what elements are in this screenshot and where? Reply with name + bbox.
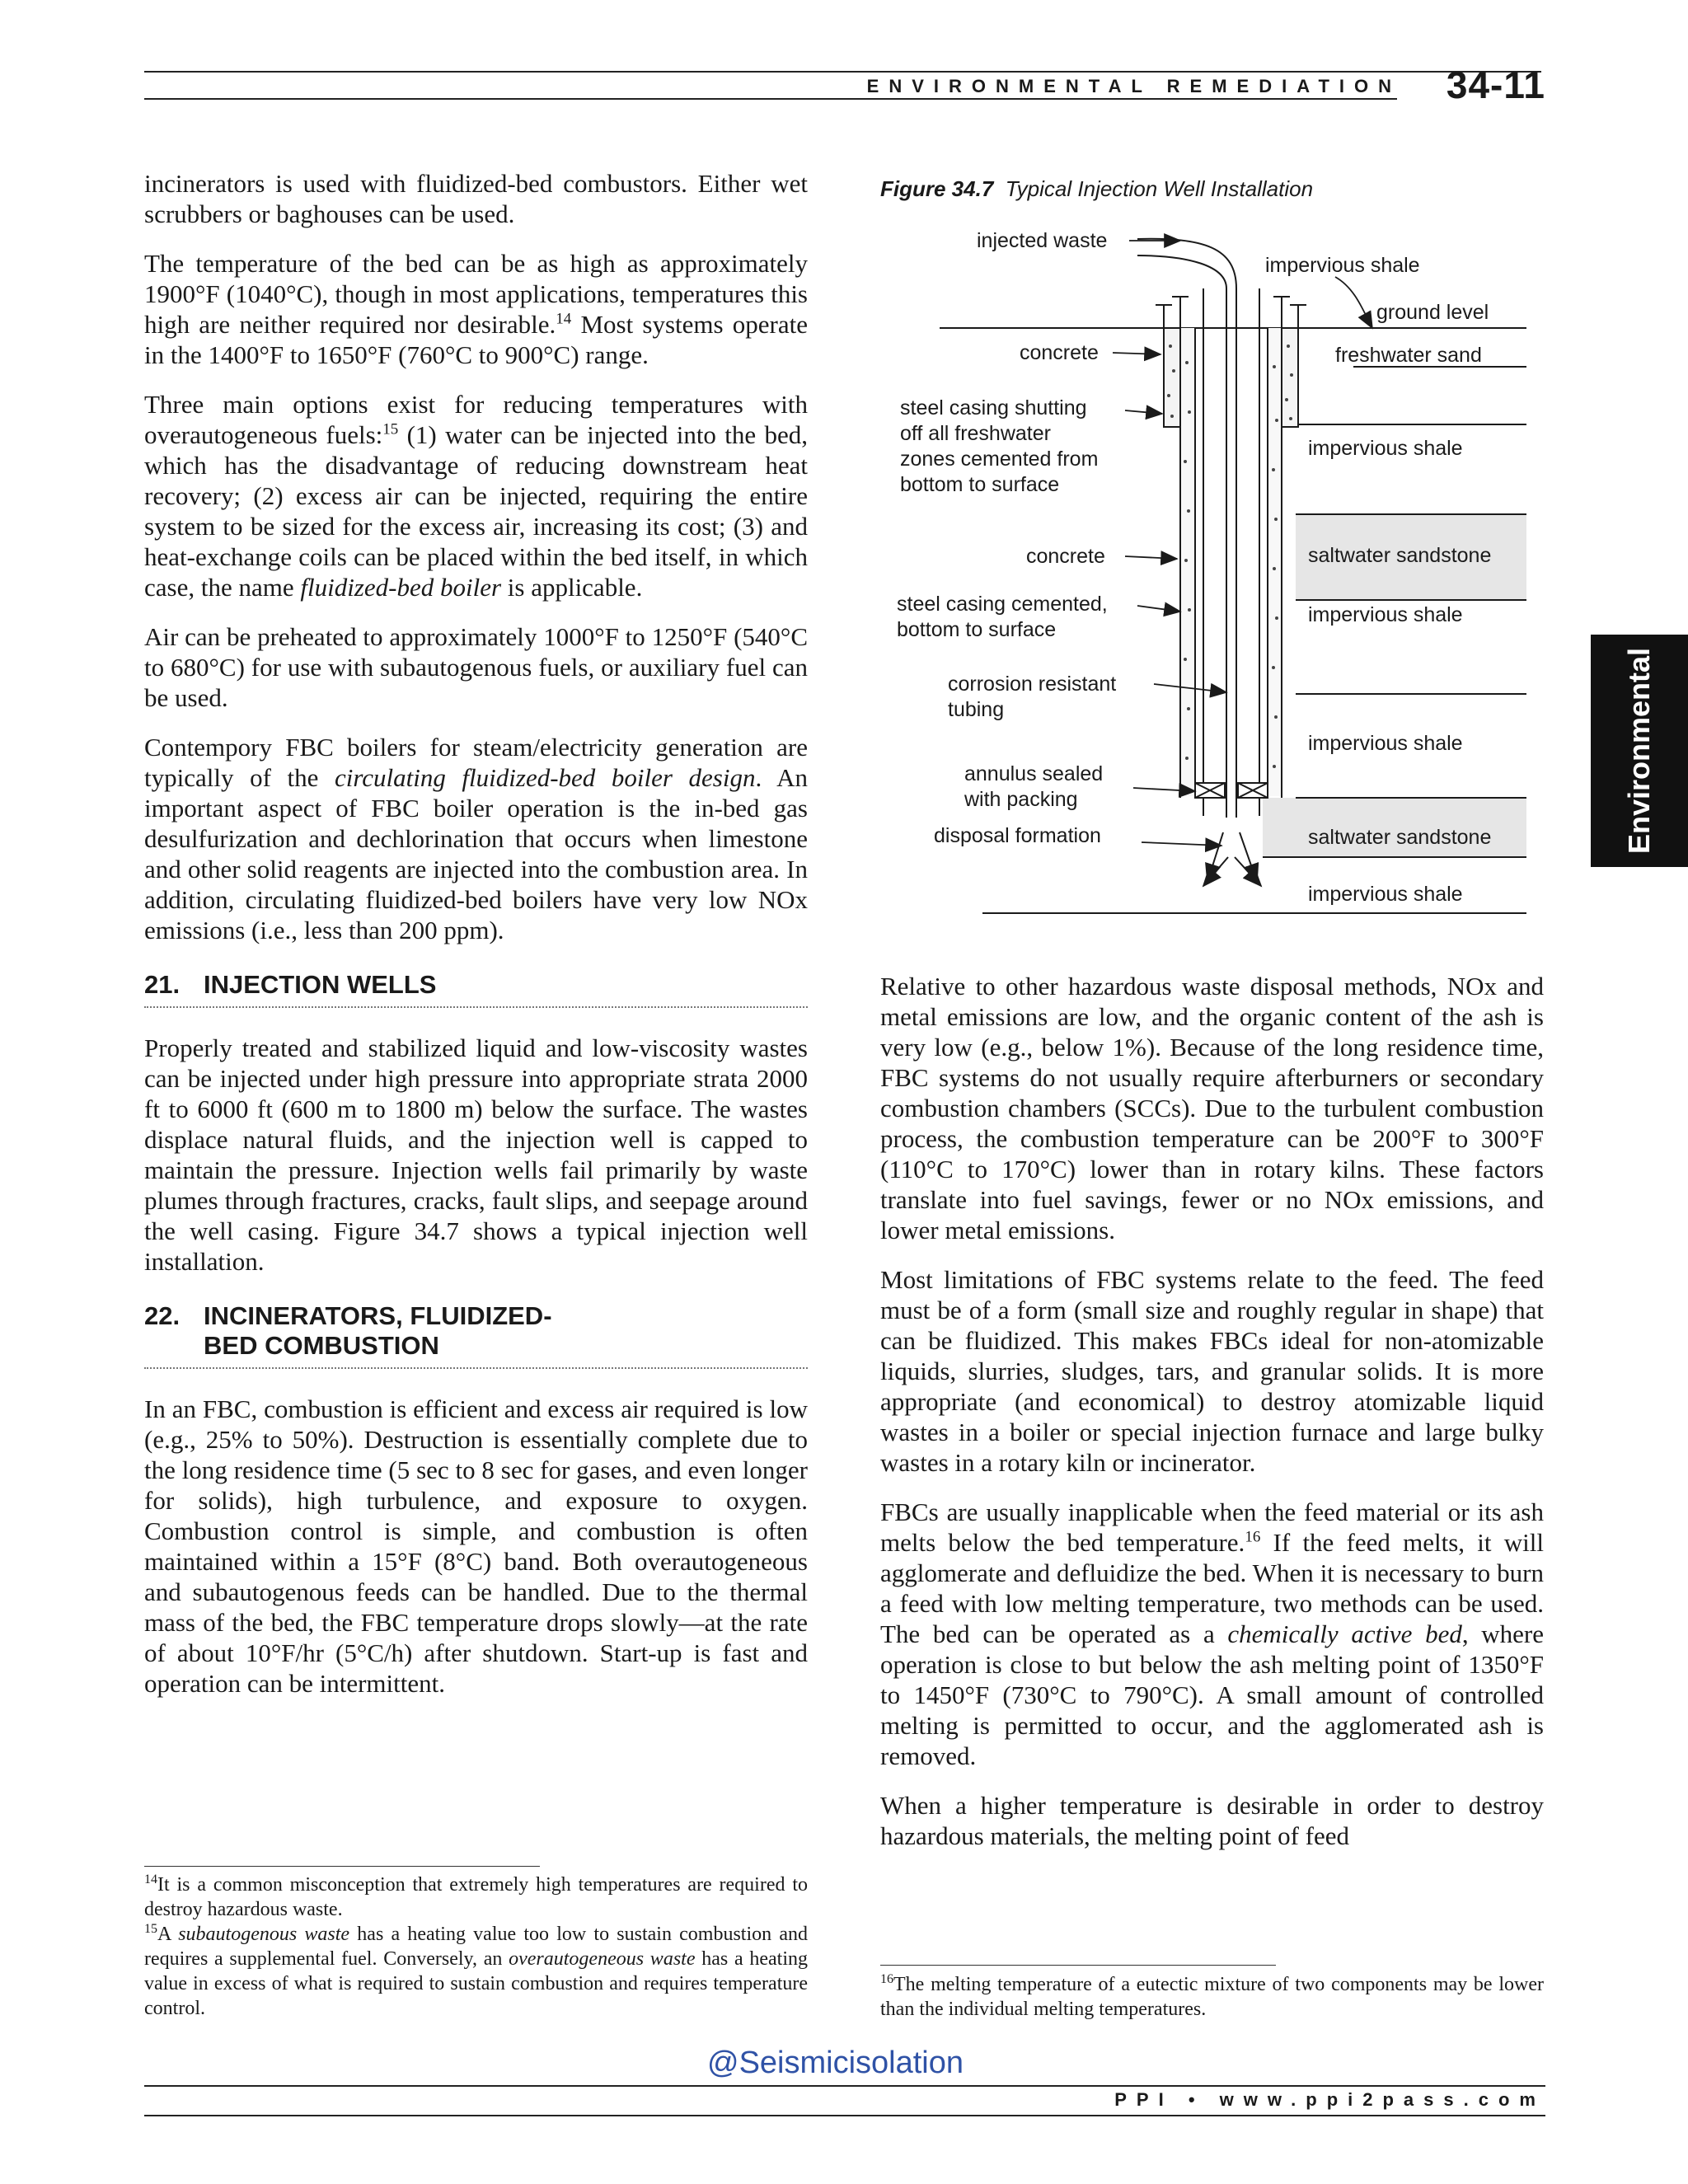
footnote-rule: [144, 1866, 540, 1867]
footnote-rule: [880, 1965, 1276, 1966]
label-saltwater-sandstone: saltwater sandstone: [1308, 826, 1492, 849]
label-saltwater-sandstone: saltwater sandstone: [1308, 544, 1492, 567]
label-impervious-shale: impervious shale: [1308, 732, 1463, 755]
paragraph: Air can be preheated to approximately 1000°F to 1250°F (540°C to 680°C) for use with subautogenous fuels, or auxiliary fuel can be used.: [144, 622, 808, 712]
label-disposal-formation: disposal formation: [934, 824, 1101, 847]
paragraph: Most limitations of FBC systems relate to the feed. The feed must be of a form (small size and roughly regular in shape) that can be fluidized. This makes FBCs ideal for non-atomizable liquids, slurries, sludges, tars, and granular solids. It is more appropriate (and economical) to destroy atomizable liquid wastes in a boiler or special injection furnace and large bulky wastes in a rotary kiln or incinerator.: [880, 1265, 1544, 1477]
footnotes-right: [880, 1972, 1544, 2022]
header-rule-top: [144, 71, 1541, 73]
paragraph: In an FBC, combustion is efficient and excess air required is low (e.g., 25% to 50%). Destruction is essentially complete due to the long residence time (5 sec to 8 sec for gases, and even longer for solids), high turbulence, and exposure to oxygen. Combustion control is simple, and combustion is often maintained within a 15°F (8°C) band. Both overautogeneous and subautogenous feeds can be handled. Due to the thermal mass of the bed, the FBC temperature drops slowly—at the rate of about 10°F/hr (5°C/h) after shutdown. Start-up is fast and operation can be intermittent.: [144, 1394, 808, 1698]
label-corrosion-resistant-tubing: tubing: [948, 698, 1005, 721]
watermark: @Seismicisolation: [707, 2046, 964, 2080]
paragraph: When a higher temperature is desirable in order to destroy hazardous materials, the melting point of feed: [880, 1791, 1544, 1850]
footer-rule-bottom: [144, 2115, 1545, 2116]
footnote-15: $^{15}$A subautogenous waste has a heating value too low to sustain combustion and requires a supplemental fuel. Conversely, an overautogeneous waste has a heating value in excess of what is required to sustain combustion and requires temperature control.: [144, 1922, 809, 2019]
paragraph: FBCs are usually inapplicable when the feed material or its ash melts below the bed temperature.$^{16}$ If the feed melts, it will agglomerate and defluidize the bed. When it is necessary to burn a feed with low melting temperature, two methods can be used. The bed can be operated as a chemically active bed, where operation is close to but below the ash melting point of 1350°F to 1450°F (730°C to 790°C). A small amount of controlled melting is permitted to occur, and the agglomerated ash is removed.: [880, 1497, 1545, 1770]
label-ground-level: ground level: [1376, 301, 1489, 324]
label-steel-casing-shutting: bottom to surface: [900, 473, 1060, 496]
label-impervious-shale: impervious shale: [1265, 254, 1420, 277]
footnote-ref[interactable]: 14: [556, 310, 572, 328]
paragraph: Three main options exist for reducing temperatures with overautogeneous fuels:$^{15}$ (1) water can be injected into the bed, which has the disadvantage of reducing downstream heat recovery; (2) excess air can be injected, requiring the entire system to be sized for the excess air, increasing its cost; (3) and heat-exchange coils can be placed within the bed itself, in which case, the name fluidized-bed boiler is applicable.: [144, 390, 808, 602]
paragraph: Contempory FBC boilers for steam/electricity generation are typically of the circulating fluidized-bed boiler design. An important aspect of FBC boiler operation is the in-bed gas desulfurization and dechlorination that occurs when limestone and other solid reagents are injected into the combustion area. In addition, circulating fluidized-bed boilers have very low NOx emissions (i.e., less than 200 ppm).: [144, 733, 808, 944]
right-column: [880, 971, 1544, 1870]
label-corrosion-resistant-tubing: corrosion resistant: [948, 673, 1117, 696]
footer-site[interactable]: PPI • www.ppi2pass.com: [1114, 2089, 1545, 2110]
paragraph: Relative to other hazardous waste disposal methods, NOx and metal emissions are low, and the organic content of the ash is very low (e.g., below 1%). Because of the long residence time, FBC systems do not usually require afterburners or secondary combustion chambers (SCCs). Due to the turbulent combustion process, the combustion temperature can be 200°F to 300°F (110°C to 170°C) lower than in rotary kilns. These factors translate into fuel savings, fewer or no NOx emissions, and lower metal emissions.: [880, 972, 1544, 1244]
label-impervious-shale: impervious shale: [1308, 883, 1463, 906]
concrete-fill: [1164, 328, 1298, 796]
footnote-ref[interactable]: 16: [1245, 1528, 1261, 1546]
section-number: 21.: [144, 970, 181, 999]
label-impervious-shale: impervious shale: [1308, 603, 1463, 626]
footer-rule-top: [144, 2085, 1545, 2087]
section-title: INJECTION WELLS: [204, 970, 437, 999]
label-concrete: concrete: [1026, 545, 1105, 568]
section-title: INCINERATORS, FLUIDIZED-BED COMBUSTION: [204, 1301, 552, 1360]
label-freshwater-sand: freshwater sand: [1335, 344, 1482, 367]
footnote-ref[interactable]: 15: [382, 420, 399, 438]
injection-well-diagram: [890, 223, 1533, 927]
label-injected-waste: injected waste: [977, 229, 1108, 252]
label-annulus-sealed: with packing: [964, 788, 1078, 811]
disposal-flow-arrows: [1203, 832, 1261, 886]
section-heading-21: [144, 970, 808, 1008]
section-heading-22: [144, 1301, 808, 1369]
label-impervious-shale: impervious shale: [1308, 437, 1463, 460]
running-head-section: ENVIRONMENTAL REMEDIATION: [866, 76, 1401, 96]
left-column: [144, 168, 808, 1718]
footnote-14: $^{14}$It is a common misconception that extremely high temperatures are required to destroy hazardous waste.: [144, 1872, 808, 1920]
well-diagram-svg: [890, 223, 1533, 923]
label-annulus-sealed: annulus sealed: [964, 762, 1104, 785]
figure-title: Typical Injection Well Installation: [1005, 176, 1314, 201]
label-steel-casing-cemented: steel casing cemented,: [897, 593, 1108, 616]
footnotes-left: [144, 1872, 808, 2021]
label-steel-casing-shutting: off all freshwater: [900, 422, 1051, 445]
paragraph: incinerators is used with fluidized-bed combustors. Either wet scrubbers or baghouses can be used.: [144, 169, 808, 228]
label-steel-casing-shutting: steel casing shutting: [900, 396, 1087, 419]
label-concrete: concrete: [1020, 341, 1099, 364]
chapter-side-tab[interactable]: Environmental: [1591, 635, 1688, 867]
section-number: 22.: [144, 1301, 181, 1330]
paragraph: The temperature of the bed can be as high as approximately 1900°F (1040°C), though in most applications, temperatures this high are neither required nor desirable.$^{14}$ Most systems operate in the 1400°F to 1650°F (760°C to 900°C) range.: [144, 249, 808, 369]
figure-number: Figure 34.7: [880, 176, 994, 201]
annulus-packing: [1195, 783, 1268, 798]
paragraph: Properly treated and stabilized liquid and low-viscosity wastes can be injected under high pressure into appropriate strata 2000 ft to 6000 ft (600 m to 1800 m) below the surface. The wastes displace natural fluids, and the injection well is capped to maintain the pressure. Injection wells fail primarily by waste plumes through fractures, cracks, fault slips, and seepage around the well casing. Figure 34.7 shows a typical injection well installation.: [144, 1033, 808, 1276]
header-rule-bottom: [144, 98, 1397, 100]
label-steel-casing-cemented: bottom to surface: [897, 618, 1057, 641]
figure-caption: [880, 176, 1313, 202]
label-steel-casing-shutting: zones cemented from: [900, 448, 1099, 471]
footnote-16: $^{16}$The melting temperature of a eutectic mixture of two components may be lower than the individual melting temperatures.: [880, 1972, 1544, 2020]
page-number: 34-11: [1446, 63, 1545, 106]
